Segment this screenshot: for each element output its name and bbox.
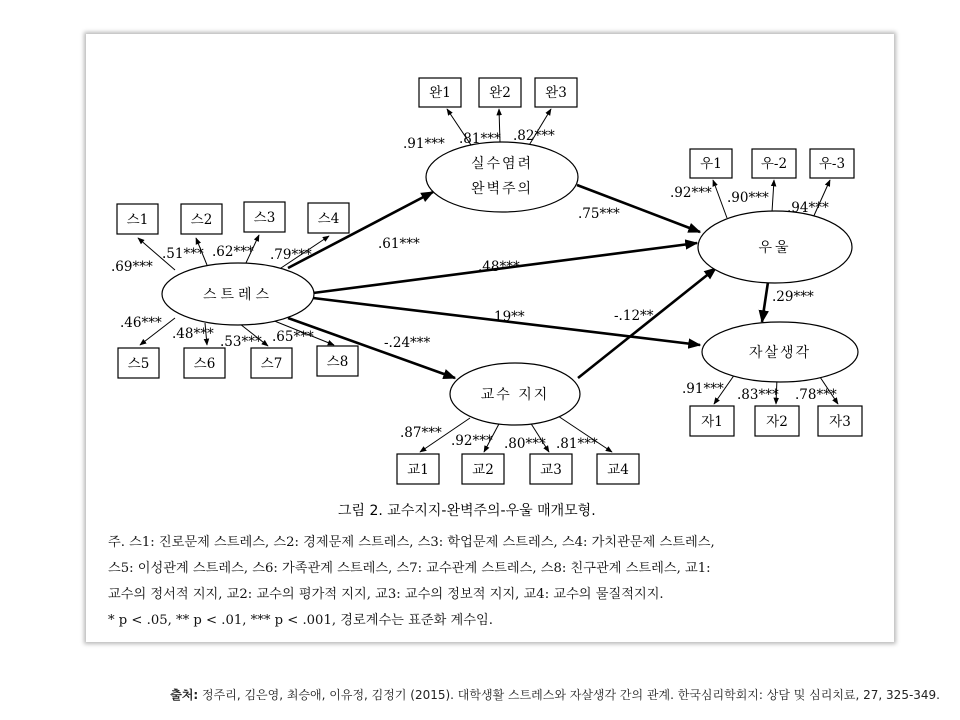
coef-stress-depression: .48***: [478, 259, 520, 275]
svg-text:자2: 자2: [766, 414, 788, 430]
latent-professor-support: [450, 363, 580, 425]
loading-w1: .91***: [403, 136, 445, 152]
loading-d1: .92***: [670, 185, 712, 201]
indicator-s2: [181, 204, 222, 234]
indicator-s4: [308, 203, 349, 233]
svg-text:스1: 스1: [126, 212, 149, 228]
note-line-4: * p < .05, ** p < .01, *** p < .001, 경로계수는 표준화 계수임.: [108, 613, 493, 628]
indicator-j3: [818, 406, 862, 436]
svg-text:스3: 스3: [253, 210, 276, 226]
indicator-w1: [419, 78, 461, 107]
path-depression-suicide: [762, 282, 768, 322]
loading-j2: .83***: [737, 387, 779, 403]
loading-d2: .90***: [727, 190, 769, 206]
loading-g3: .80***: [504, 436, 546, 452]
coef-depression-suicide: .29***: [772, 289, 814, 305]
svg-text:스4: 스4: [317, 211, 340, 227]
svg-text:스8: 스8: [326, 354, 349, 370]
indicator-d3: [810, 149, 854, 178]
loading-s1: .69***: [111, 259, 153, 275]
arrow-dep-d1: [713, 180, 727, 218]
svg-text:교3: 교3: [540, 462, 562, 478]
coef-stress-perfectionism: .61***: [378, 236, 420, 252]
latent-professor-support-label: 교수 지지: [480, 387, 550, 403]
indicator-w3: [535, 78, 577, 107]
svg-text:자3: 자3: [829, 414, 851, 430]
indicator-j1: [690, 406, 734, 436]
indicator-s8: [317, 346, 358, 376]
coef-stress-suicide: 19**: [494, 309, 525, 325]
svg-text:스6: 스6: [193, 356, 216, 372]
indicator-d1: [690, 149, 732, 178]
coef-stress-profsupport: -.24***: [384, 335, 431, 351]
loading-s2: .51***: [162, 246, 204, 262]
loading-s4: .79***: [270, 247, 312, 263]
svg-text:완3: 완3: [545, 85, 567, 101]
indicator-s1: [117, 204, 158, 234]
indicator-d2: [752, 149, 796, 178]
indicator-g2: [462, 454, 504, 484]
loading-s3: .62***: [212, 244, 254, 260]
svg-text:스7: 스7: [260, 356, 283, 372]
loading-w2: .81***: [459, 131, 501, 147]
figure-notes: [108, 530, 878, 634]
loading-d3: .94***: [787, 200, 829, 216]
loading-s5: .46***: [120, 315, 162, 331]
indicator-s6: [184, 348, 225, 378]
latent-suicide: [702, 322, 858, 382]
svg-text:교4: 교4: [607, 462, 629, 478]
note-line-1: 주. 스1: 진로문제 스트레스, 스2: 경제문제 스트레스, 스3: 학업문제 스트레스, 스4: 가치관문제 스트레스,: [108, 535, 715, 550]
indicator-s3: [244, 202, 285, 232]
latent-stress: [162, 263, 314, 325]
indicator-g4: [597, 454, 639, 484]
indicator-s5: [118, 348, 159, 378]
svg-text:우1: 우1: [700, 156, 722, 172]
loading-g4: .81***: [556, 436, 598, 452]
latent-depression: [698, 211, 852, 283]
indicator-j2: [755, 406, 799, 436]
source-label: 출처:: [170, 688, 199, 702]
latent-suicide-label: 자살생각: [748, 345, 812, 361]
loading-g1: .87***: [400, 425, 442, 441]
arrow-dep-d2: [772, 180, 774, 212]
svg-text:스5: 스5: [127, 356, 150, 372]
coef-perfectionism-depression: .75***: [578, 206, 620, 222]
indicator-s7: [251, 348, 292, 378]
indicator-g3: [530, 454, 572, 484]
figure-caption: 그림 2. 교수지지-완벽주의-우울 매개모형.: [338, 503, 596, 519]
loading-s6: .48***: [172, 326, 214, 342]
svg-text:자1: 자1: [701, 414, 723, 430]
latent-perfectionism: [426, 142, 578, 212]
svg-text:스2: 스2: [190, 212, 213, 228]
note-line-2: 스5: 이성관계 스트레스, 스6: 가족관계 스트레스, 스7: 교수관계 스트레스, 스8: 친구관계 스트레스, 교1:: [108, 561, 711, 576]
svg-text:우-2: 우-2: [760, 156, 788, 172]
latent-depression-label: 우울: [758, 240, 792, 256]
loading-g2: .92***: [451, 433, 493, 449]
svg-text:교1: 교1: [407, 462, 429, 478]
loading-s7: .53***: [220, 334, 262, 350]
svg-text:우-3: 우-3: [818, 156, 846, 172]
indicator-g1: [397, 454, 439, 484]
loading-s8: .65***: [272, 329, 314, 345]
loading-j1: .91***: [682, 381, 724, 397]
svg-text:완1: 완1: [429, 85, 451, 101]
latent-perfectionism-label-1: 실수염려: [470, 156, 534, 172]
latent-perfectionism-label-2: 완벽주의: [470, 181, 534, 197]
svg-text:교2: 교2: [472, 462, 494, 478]
indicator-w2: [479, 78, 521, 107]
coef-profsupport-depression: -.12**: [614, 308, 654, 324]
note-line-3: 교수의 정서적 지지, 교2: 교수의 평가적 지지, 교3: 교수의 정보적 지지, 교4: 교수의 물질적지지.: [108, 587, 664, 602]
latent-stress-label: 스트레스: [202, 287, 274, 303]
svg-text:완2: 완2: [489, 85, 511, 101]
source-citation: [170, 686, 940, 703]
loading-j3: .78***: [795, 387, 837, 403]
source-text: 정주리, 김은영, 최승애, 이유정, 김정기 (2015). 대학생활 스트레스와 자살생각 간의 관계. 한국심리학회지: 상담 및 심리치료, 27, 325-349.: [202, 688, 940, 702]
loading-w3: .82***: [513, 128, 555, 144]
